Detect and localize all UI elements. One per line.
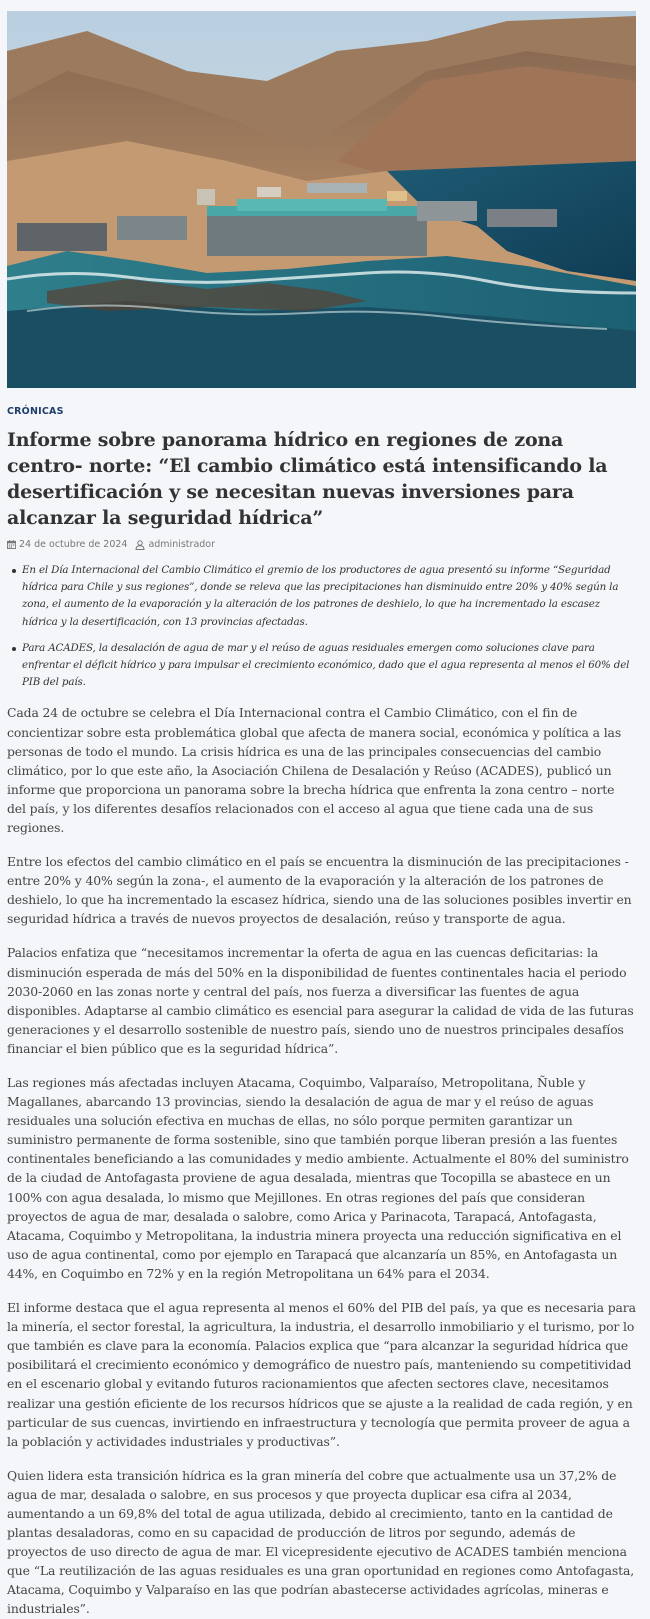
bullet-icon — [12, 569, 16, 573]
hero-image[interactable] — [7, 11, 636, 388]
desalination-plant-photo — [7, 11, 636, 388]
article-date: 24 de octubre de 2024 — [19, 539, 128, 550]
article-title: Informe sobre panorama hídrico en regiones de zona centro- norte: “El cambio climático está intensificando la desertificación y se necesitan nuevas inversiones para alcanzar la seguridad hídrica” — [7, 429, 608, 529]
summary-text: En el Día Internacional del Cambio Climático el gremio de los productores de agua presentó su informe “Seguridad hídrica para Chile y sus regiones”, donde se releva que las precipitaciones han disminuido entre 20% y 40% según la zona, el aumento de la evaporación y la alteración de los patrones de deshielo, lo que ha incrementado la escasez hídrica y la desertificación, con 13 provincias afectadas. — [22, 564, 619, 628]
category-label[interactable]: CRÓNICAS — [7, 406, 64, 417]
summary-item — [9, 640, 636, 692]
calendar-icon — [7, 540, 16, 549]
article — [7, 11, 636, 1619]
paragraph: Quien lidera esta transición hídrica es la gran minería del cobre que actualmente usa un 37,2% de agua de mar, desalada o salobre, en sus procesos y que proyecta duplicar esa cifra al 2034, aumentando a un 69,8% del total de agua utilizada, debido al crecimiento, tanto en la cantidad de plantas desaladoras, como en su capacidad de producción de litros por segundo, además de proyectos de uso directo de agua de mar. El vicepresidente ejecutivo de ACADES también menciona que “La reutilización de las aguas residuales es una gran oportunidad en regiones como Antofagasta, Atacama, Coquimbo y Valparaíso en las que podrían abastecerse actividades agrícolas, mineras e industriales”. — [7, 1467, 635, 1617]
bullet-icon — [12, 647, 16, 651]
article-meta — [7, 539, 636, 550]
paragraph: Palacios enfatiza que “necesitamos incrementar la oferta de agua en las cuencas deficitarias: la disminución esperada de más del 50% en la disponibilidad de fuentes continentales hacia el periodo 2030-2060 en las zonas norte y central del país, nos fuerza a diversificar las fuentes de agua disponibles. Adaptarse al cambio climático es esencial para asegurar la calidad de vida de las futuras generaciones y el desarrollo sostenible de nuestro país, siendo uno de nuestros principales desafíos financiar el bien público que es la seguridad hídrica”. — [7, 945, 634, 1056]
paragraph: Las regiones más afectadas incluyen Atacama, Coquimbo, Valparaíso, Metropolitana, Ñuble y Magallanes, abarcando 13 provincias, siendo la desalación de agua de mar y el reúso de aguas residuales una solución efectiva en muchas de ellas, no sólo porque permiten garantizar un suministro permanente de forma sostenible, sino que también porque liberan presión a las fuentes continentales beneficiando a las comunidades y medio ambiente. Actualmente el 80% del suministro de la ciudad de Antofagasta proviene de agua desalada, mientras que Tocopilla se abastece en un 100% con agua desalada, lo mismo que Mejillones. En otras regiones del país que consideran proyectos de agua de mar, desalada o salobre, como Arica y Parinacota, Tarapacá, Antofagasta, Atacama, Coquimbo y Metropolitana, la industria minera proyecta una reducción significativa en el uso de agua continental, como por ejemplo en Tarapacá que alcanzaría un 85%, en Antofagasta un 44%, en Coquimbo en 72% y en la región Metropolitana un 64% para el 2034. — [7, 1075, 629, 1281]
summary-list — [7, 562, 636, 691]
summary-item — [9, 562, 636, 631]
summary-text: Para ACADES, la desalación de agua de mar y el reúso de aguas residuales emergen como soluciones clave para enfrentar el déficit hídrico y para impulsar el crecimiento económico, dado que el agua representa al menos el 60% del PIB del país. — [22, 641, 630, 689]
article-body — [7, 703, 636, 1618]
paragraph: Entre los efectos del cambio climático en el país se encuentra la disminución de las precipitaciones -entre 20% y 40% según la zona-, el aumento de la evaporación y la alteración de los patrones de deshielo, lo que ha incrementado la escasez hídrica, siendo una de las soluciones posibles invertir en seguridad hídrica a través de nuevos proyectos de desalación, reúso y transporte de agua. — [7, 854, 632, 927]
article-author[interactable]: administrador — [148, 539, 216, 550]
paragraph: Cada 24 de octubre se celebra el Día Internacional contra el Cambio Climático, con el fin de concientizar sobre esta problemática global que afecta de manera social, económica y política a las personas de todo el mundo. La crisis hídrica es una de las principales consecuencias del cambio climático, por lo que este año, la Asociación Chilena de Desalación y Reúso (ACADES), publicó un informe que proporciona un panorama sobre la brecha hídrica que enfrenta la zona centro – norte del país, y los diferentes desafíos relacionados con el acceso al agua que tiene cada una de sus regiones. — [7, 705, 622, 835]
user-icon — [135, 540, 145, 550]
paragraph: El informe destaca que el agua representa al menos el 60% del PIB del país, ya que es necesaria para la minería, el sector forestal, la agricultura, la industria, el desarrollo inmobiliario y el turismo, por lo que también es clave para la economía. Palacios explica que “para alcanzar la seguridad hídrica que posibilitará el crecimiento económico y demográfico de nuestro país, manteniendo su competitividad en el escenario global y evitando futuros racionamientos que afecten sectores clave, necesitamos realizar una gestión eficiente de los recursos hídricos que se ajuste a la realidad de cada región, y en particular de sus cuencas, invirtiendo en infraestructura y tecnología que permita proveer de agua a la población y actividades industriales y productivas”. — [7, 1300, 636, 1449]
